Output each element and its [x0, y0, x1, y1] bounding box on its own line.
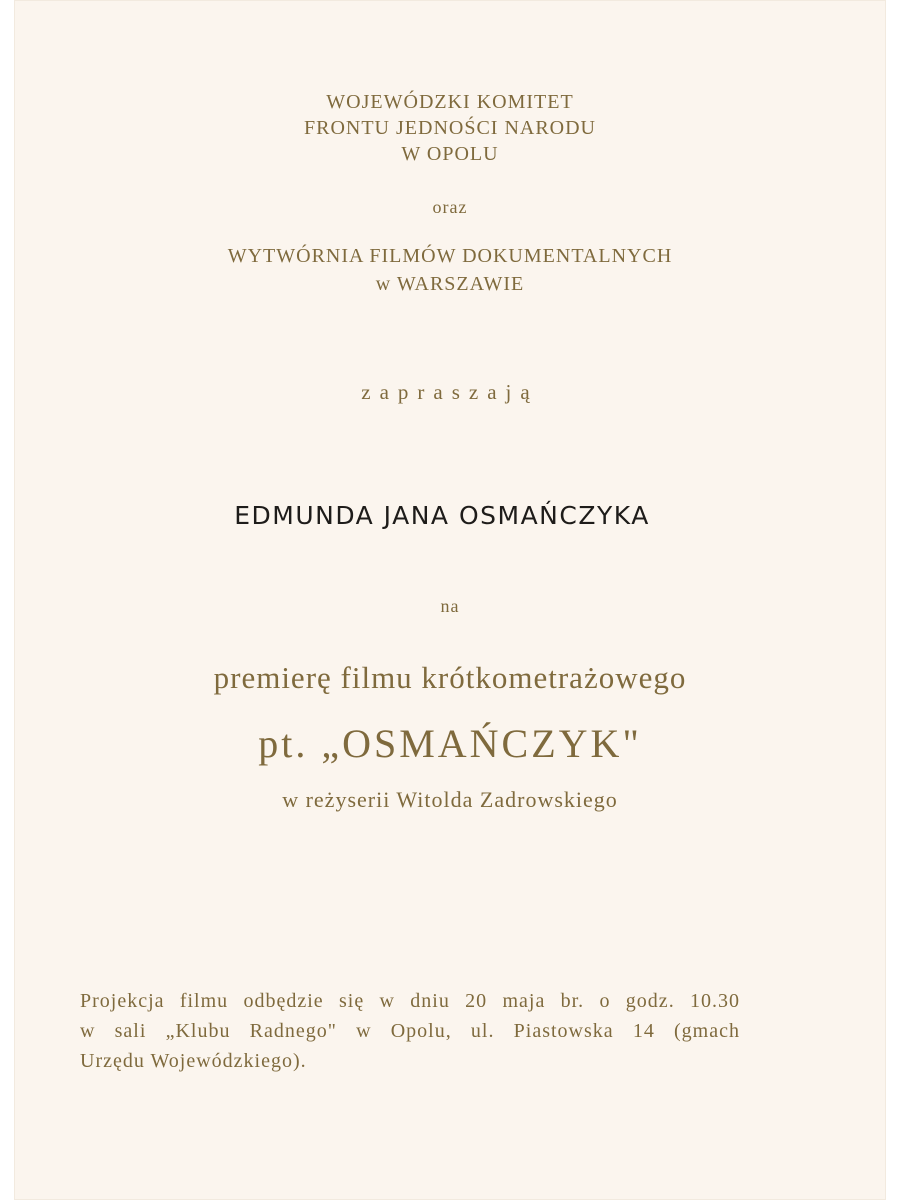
invitee-name: EDMUNDA JANA OSMAŃCZYKA — [234, 501, 650, 530]
screening-details — [80, 986, 740, 1076]
details-line-2: w sali „Klubu Radnego" w Opolu, ul. Piastowska 14 (gmach — [80, 1020, 740, 1042]
director-line: w reżyserii Witolda Zadrowskiego — [282, 787, 618, 812]
organizer-1-line-2: FRONTU JEDNOŚCI NARODU — [303, 117, 597, 139]
details-line-1: Projekcja filmu odbędzie się w dniu 20 maja br. o godz. 10.30 — [80, 990, 740, 1012]
invitation-card — [14, 0, 886, 1200]
organizer-2-line-2: w WARSZAWIE — [375, 273, 525, 295]
preposition-text: na — [440, 596, 460, 616]
conjunction-text: oraz — [432, 197, 468, 217]
film-title: pt. „OSMAŃCZYK" — [258, 721, 642, 766]
organizer-2-line-1: WYTWÓRNIA FILMÓW DOKUMENTALNYCH — [227, 245, 673, 267]
invite-verb: zapraszają — [361, 380, 539, 404]
organizer-1-line-3: W OPOLU — [401, 143, 499, 165]
organizer-1-line-1: WOJEWÓDZKI KOMITET — [326, 91, 574, 113]
event-line: premierę filmu krótkometrażowego — [213, 660, 687, 695]
details-line-3: Urzędu Wojewódzkiego). — [80, 1050, 307, 1072]
